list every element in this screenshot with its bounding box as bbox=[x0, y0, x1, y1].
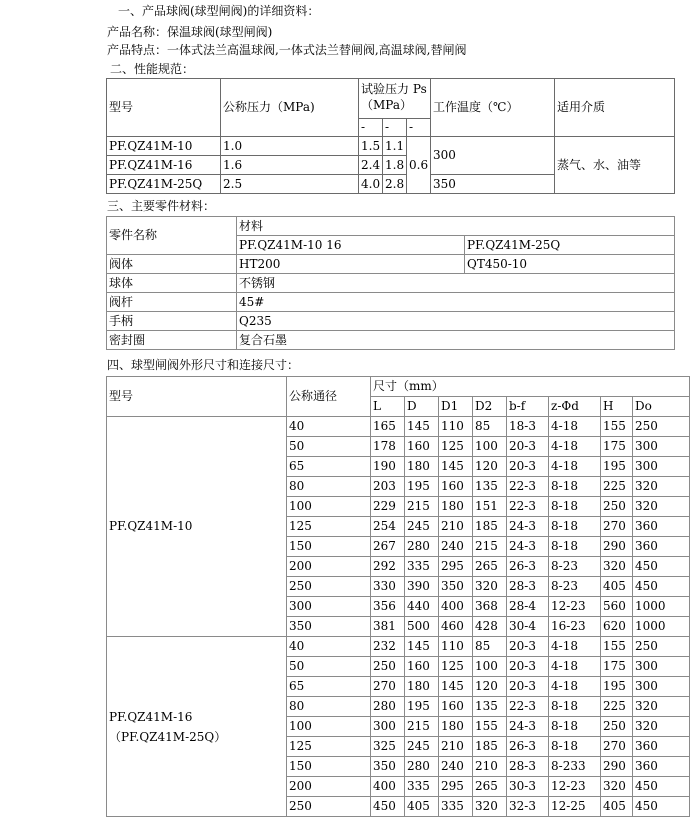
dimensions-cell: 405 bbox=[601, 577, 633, 597]
dimensions-cell: 245 bbox=[405, 737, 439, 757]
dimensions-cell: 110 bbox=[439, 417, 473, 437]
dimensions-cell: 267 bbox=[371, 537, 405, 557]
dimensions-table bbox=[106, 376, 690, 817]
dimensions-col-header: D1 bbox=[439, 397, 473, 417]
dimensions-cell: 320 bbox=[473, 797, 507, 817]
dimensions-cell: 240 bbox=[439, 757, 473, 777]
materials-part: 球体 bbox=[107, 274, 237, 293]
materials-col1: PF.QZ41M-10 16 bbox=[237, 236, 465, 255]
product-name-line: 产品名称：保温球阀(球型闸阀) bbox=[107, 25, 273, 39]
dimensions-cell: 210 bbox=[439, 737, 473, 757]
dimensions-cell: 225 bbox=[601, 477, 633, 497]
dimensions-cell: 335 bbox=[405, 777, 439, 797]
dimensions-cell: 292 bbox=[371, 557, 405, 577]
test-sub3: - bbox=[407, 119, 431, 137]
dimensions-cell: 8-233 bbox=[549, 757, 601, 777]
dimensions-cell: 30-4 bbox=[507, 617, 549, 637]
dimensions-cell: 195 bbox=[601, 457, 633, 477]
dimensions-model-line: PF.QZ41M-16 bbox=[109, 709, 193, 724]
dimensions-dn: 100 bbox=[287, 717, 371, 737]
dimensions-cell: 125 bbox=[439, 437, 473, 457]
dimensions-cell: 165 bbox=[371, 417, 405, 437]
dimensions-cell: 250 bbox=[633, 417, 690, 437]
dimensions-cell: 265 bbox=[473, 557, 507, 577]
spec-t1: 1.5 bbox=[359, 137, 383, 156]
dimensions-cell: 320 bbox=[473, 577, 507, 597]
dimensions-cell: 135 bbox=[473, 477, 507, 497]
dimensions-col-header: Do bbox=[633, 397, 690, 417]
dimensions-cell: 356 bbox=[371, 597, 405, 617]
dimensions-cell: 120 bbox=[473, 457, 507, 477]
dimensions-cell: 12-23 bbox=[549, 777, 601, 797]
dimensions-cell: 4-18 bbox=[549, 417, 601, 437]
dimensions-cell: 160 bbox=[405, 657, 439, 677]
spec-header-pressure: 公称压力（MPa) bbox=[221, 79, 359, 137]
dimensions-cell: 450 bbox=[633, 557, 690, 577]
dimensions-cell: 300 bbox=[633, 437, 690, 457]
spec-heading: 二、性能规范： bbox=[110, 62, 195, 76]
spec-medium-value: 蒸气、水、油等 bbox=[555, 137, 675, 194]
dimensions-cell: 215 bbox=[473, 537, 507, 557]
dimensions-cell: 8-18 bbox=[549, 717, 601, 737]
dimensions-cell: 295 bbox=[439, 557, 473, 577]
dimensions-dn: 300 bbox=[287, 597, 371, 617]
materials-header-part: 零件名称 bbox=[107, 217, 237, 255]
dimensions-cell: 232 bbox=[371, 637, 405, 657]
dimensions-cell: 12-23 bbox=[549, 597, 601, 617]
dimensions-cell: 300 bbox=[633, 657, 690, 677]
dimensions-cell: 155 bbox=[601, 417, 633, 437]
dimensions-cell: 100 bbox=[473, 437, 507, 457]
dimensions-model bbox=[107, 417, 287, 637]
dimensions-cell: 245 bbox=[405, 517, 439, 537]
dimensions-cell: 250 bbox=[371, 657, 405, 677]
dimensions-col-header: H bbox=[601, 397, 633, 417]
dimensions-dn: 80 bbox=[287, 697, 371, 717]
dimensions-cell: 368 bbox=[473, 597, 507, 617]
dimensions-cell: 210 bbox=[439, 517, 473, 537]
dimensions-col-header: b-f bbox=[507, 397, 549, 417]
dimensions-cell: 4-18 bbox=[549, 457, 601, 477]
spec-t2: 1.8 bbox=[383, 156, 407, 175]
dimensions-cell: 450 bbox=[371, 797, 405, 817]
dimensions-cell: 360 bbox=[633, 757, 690, 777]
dimensions-dn: 40 bbox=[287, 417, 371, 437]
dimensions-cell: 290 bbox=[601, 757, 633, 777]
materials-value: 45# bbox=[237, 293, 675, 312]
dimensions-dn: 50 bbox=[287, 657, 371, 677]
dimensions-cell: 280 bbox=[405, 757, 439, 777]
dimensions-dn: 125 bbox=[287, 737, 371, 757]
dimensions-cell: 145 bbox=[405, 637, 439, 657]
dimensions-col-header: z-Φd bbox=[549, 397, 601, 417]
test-pressure-line1: 试验压力 Ps bbox=[361, 82, 427, 96]
dimensions-cell: 8-18 bbox=[549, 517, 601, 537]
dimensions-cell: 180 bbox=[405, 677, 439, 697]
dimensions-cell: 4-18 bbox=[549, 437, 601, 457]
test-sub2: - bbox=[383, 119, 407, 137]
dimensions-dn: 65 bbox=[287, 677, 371, 697]
dimensions-cell: 320 bbox=[633, 717, 690, 737]
dimensions-cell: 8-18 bbox=[549, 737, 601, 757]
dimensions-cell: 254 bbox=[371, 517, 405, 537]
dimensions-cell: 24-3 bbox=[507, 537, 549, 557]
dimensions-cell: 320 bbox=[601, 557, 633, 577]
dimensions-dn: 150 bbox=[287, 537, 371, 557]
dimensions-cell: 145 bbox=[439, 457, 473, 477]
dimensions-cell: 8-23 bbox=[549, 557, 601, 577]
dimensions-cell: 330 bbox=[371, 577, 405, 597]
dimensions-cell: 320 bbox=[633, 497, 690, 517]
dimensions-cell: 350 bbox=[439, 577, 473, 597]
materials-heading: 三、主要零件材料： bbox=[107, 199, 216, 213]
dimensions-cell: 30-3 bbox=[507, 777, 549, 797]
dimensions-cell: 18-3 bbox=[507, 417, 549, 437]
dimensions-cell: 85 bbox=[473, 637, 507, 657]
dimensions-cell: 178 bbox=[371, 437, 405, 457]
materials-value: 不锈钢 bbox=[237, 274, 675, 293]
spec-t1: 2.4 bbox=[359, 156, 383, 175]
spec-pn: 2.5 bbox=[221, 175, 359, 194]
spec-temp-a: 300 bbox=[431, 137, 555, 175]
dimensions-cell: 4-18 bbox=[549, 677, 601, 697]
spec-model: PF.QZ41M-10 bbox=[107, 137, 221, 156]
dimensions-cell: 180 bbox=[439, 497, 473, 517]
dimensions-cell: 125 bbox=[439, 657, 473, 677]
dimensions-cell: 190 bbox=[371, 457, 405, 477]
dimensions-cell: 450 bbox=[633, 797, 690, 817]
dimensions-cell: 215 bbox=[405, 497, 439, 517]
materials-col2: PF.QZ41M-25Q bbox=[465, 236, 675, 255]
dimensions-cell: 240 bbox=[439, 537, 473, 557]
dimensions-cell: 320 bbox=[633, 697, 690, 717]
dimensions-header-model: 型号 bbox=[107, 377, 287, 417]
dimensions-cell: 155 bbox=[601, 637, 633, 657]
dimensions-cell: 110 bbox=[439, 637, 473, 657]
dimensions-cell: 360 bbox=[633, 737, 690, 757]
dimensions-cell: 28-3 bbox=[507, 757, 549, 777]
dimensions-cell: 229 bbox=[371, 497, 405, 517]
spec-pn: 1.0 bbox=[221, 137, 359, 156]
dimensions-cell: 280 bbox=[371, 697, 405, 717]
dimensions-cell: 195 bbox=[405, 477, 439, 497]
dimensions-cell: 300 bbox=[633, 677, 690, 697]
dimensions-cell: 8-23 bbox=[549, 577, 601, 597]
dimensions-cell: 405 bbox=[601, 797, 633, 817]
dimensions-cell: 4-18 bbox=[549, 637, 601, 657]
dimensions-cell: 28-3 bbox=[507, 577, 549, 597]
materials-part: 手柄 bbox=[107, 312, 237, 331]
dimensions-cell: 160 bbox=[439, 477, 473, 497]
dimensions-cell: 450 bbox=[633, 777, 690, 797]
dimensions-cell: 24-3 bbox=[507, 517, 549, 537]
dimensions-col-header: L bbox=[371, 397, 405, 417]
dimensions-cell: 400 bbox=[439, 597, 473, 617]
dimensions-cell: 12-25 bbox=[549, 797, 601, 817]
dimensions-dn: 250 bbox=[287, 577, 371, 597]
dimensions-cell: 250 bbox=[601, 497, 633, 517]
dimensions-cell: 160 bbox=[439, 697, 473, 717]
dimensions-cell: 1000 bbox=[633, 617, 690, 637]
dimensions-row bbox=[107, 417, 690, 437]
dimensions-cell: 135 bbox=[473, 697, 507, 717]
dimensions-cell: 4-18 bbox=[549, 657, 601, 677]
spec-header-medium: 适用介质 bbox=[555, 79, 675, 137]
dimensions-cell: 325 bbox=[371, 737, 405, 757]
dimensions-cell: 8-18 bbox=[549, 537, 601, 557]
dimensions-cell: 155 bbox=[473, 717, 507, 737]
dimensions-cell: 180 bbox=[439, 717, 473, 737]
dimensions-cell: 16-23 bbox=[549, 617, 601, 637]
dimensions-dn: 350 bbox=[287, 617, 371, 637]
materials-part: 阀杆 bbox=[107, 293, 237, 312]
dimensions-cell: 300 bbox=[633, 457, 690, 477]
dimensions-dn: 150 bbox=[287, 757, 371, 777]
dimensions-heading: 四、球型闸阀外形尺寸和连接尺寸： bbox=[107, 358, 300, 372]
dimensions-cell: 265 bbox=[473, 777, 507, 797]
dimensions-cell: 26-3 bbox=[507, 737, 549, 757]
dimensions-cell: 300 bbox=[371, 717, 405, 737]
dimensions-cell: 185 bbox=[473, 517, 507, 537]
dimensions-cell: 270 bbox=[601, 517, 633, 537]
dimensions-cell: 160 bbox=[405, 437, 439, 457]
dimensions-cell: 560 bbox=[601, 597, 633, 617]
dimensions-cell: 8-18 bbox=[549, 697, 601, 717]
dimensions-cell: 203 bbox=[371, 477, 405, 497]
dimensions-cell: 335 bbox=[439, 797, 473, 817]
dimensions-cell: 20-3 bbox=[507, 657, 549, 677]
dimensions-cell: 100 bbox=[473, 657, 507, 677]
test-sub1: - bbox=[359, 119, 383, 137]
dimensions-cell: 8-18 bbox=[549, 477, 601, 497]
dimensions-cell: 250 bbox=[601, 717, 633, 737]
dimensions-cell: 381 bbox=[371, 617, 405, 637]
dimensions-cell: 8-18 bbox=[549, 497, 601, 517]
dimensions-dn: 40 bbox=[287, 637, 371, 657]
dimensions-cell: 295 bbox=[439, 777, 473, 797]
dimensions-cell: 225 bbox=[601, 697, 633, 717]
dimensions-col-header: D2 bbox=[473, 397, 507, 417]
dimensions-cell: 20-3 bbox=[507, 437, 549, 457]
dimensions-cell: 20-3 bbox=[507, 637, 549, 657]
dimensions-model-line: （PF.QZ41M-25Q） bbox=[109, 729, 227, 744]
materials-part: 阀体 bbox=[107, 255, 237, 274]
spec-t1: 4.0 bbox=[359, 175, 383, 194]
dimensions-cell: 620 bbox=[601, 617, 633, 637]
dimensions-cell: 175 bbox=[601, 437, 633, 457]
dimensions-dn: 200 bbox=[287, 557, 371, 577]
dimensions-cell: 22-3 bbox=[507, 697, 549, 717]
dimensions-cell: 320 bbox=[601, 777, 633, 797]
materials-table bbox=[106, 216, 675, 350]
dimensions-cell: 500 bbox=[405, 617, 439, 637]
dimensions-cell: 85 bbox=[473, 417, 507, 437]
dimensions-dn: 200 bbox=[287, 777, 371, 797]
dimensions-cell: 20-3 bbox=[507, 457, 549, 477]
dimensions-model bbox=[107, 637, 287, 817]
spec-pn: 1.6 bbox=[221, 156, 359, 175]
dimensions-cell: 270 bbox=[371, 677, 405, 697]
dimensions-cell: 290 bbox=[601, 537, 633, 557]
product-feature-line: 产品特点：一体式法兰高温球阀,一体式法兰替闸阀,高温球阀,替闸阀 bbox=[107, 43, 467, 57]
dimensions-cell: 390 bbox=[405, 577, 439, 597]
dimensions-cell: 151 bbox=[473, 497, 507, 517]
dimensions-cell: 120 bbox=[473, 677, 507, 697]
spec-t2: 2.8 bbox=[383, 175, 407, 194]
dimensions-cell: 215 bbox=[405, 717, 439, 737]
materials-value: HT200 bbox=[237, 255, 465, 274]
dimensions-cell: 1000 bbox=[633, 597, 690, 617]
dimensions-dn: 80 bbox=[287, 477, 371, 497]
dimensions-cell: 24-3 bbox=[507, 717, 549, 737]
dimensions-cell: 360 bbox=[633, 537, 690, 557]
dimensions-dn: 50 bbox=[287, 437, 371, 457]
dimensions-cell: 320 bbox=[633, 477, 690, 497]
dimensions-cell: 22-3 bbox=[507, 477, 549, 497]
dimensions-cell: 440 bbox=[405, 597, 439, 617]
dimensions-model-line: PF.QZ41M-10 bbox=[109, 519, 193, 533]
dimensions-cell: 400 bbox=[371, 777, 405, 797]
materials-header-material: 材料 bbox=[237, 217, 675, 236]
dimensions-cell: 180 bbox=[405, 457, 439, 477]
spec-header-model: 型号 bbox=[107, 79, 221, 137]
dimensions-cell: 185 bbox=[473, 737, 507, 757]
intro-heading: 一、产品球阀(球型闸阀)的详细资料： bbox=[118, 4, 320, 18]
dimensions-cell: 280 bbox=[405, 537, 439, 557]
dimensions-cell: 270 bbox=[601, 737, 633, 757]
dimensions-dn: 125 bbox=[287, 517, 371, 537]
dimensions-cell: 32-3 bbox=[507, 797, 549, 817]
dimensions-col-header: D bbox=[405, 397, 439, 417]
dimensions-dn: 250 bbox=[287, 797, 371, 817]
materials-value: Q235 bbox=[237, 312, 675, 331]
dimensions-row bbox=[107, 637, 690, 657]
dimensions-cell: 250 bbox=[633, 637, 690, 657]
spec-header-test-pressure bbox=[359, 79, 431, 119]
dimensions-cell: 460 bbox=[439, 617, 473, 637]
test-pressure-line2: （MPa） bbox=[361, 98, 412, 112]
dimensions-dn: 65 bbox=[287, 457, 371, 477]
dimensions-cell: 450 bbox=[633, 577, 690, 597]
dimensions-cell: 20-3 bbox=[507, 677, 549, 697]
dimensions-header-size: 尺寸（mm） bbox=[371, 377, 690, 397]
spec-t2: 1.1 bbox=[383, 137, 407, 156]
dimensions-cell: 335 bbox=[405, 557, 439, 577]
spec-header-temperature: 工作温度（℃） bbox=[431, 79, 555, 137]
dimensions-cell: 428 bbox=[473, 617, 507, 637]
spec-t3-shared: 0.6 bbox=[407, 137, 431, 194]
materials-part: 密封圈 bbox=[107, 331, 237, 350]
dimensions-cell: 145 bbox=[405, 417, 439, 437]
dimensions-cell: 175 bbox=[601, 657, 633, 677]
spec-model: PF.QZ41M-25Q bbox=[107, 175, 221, 194]
dimensions-cell: 210 bbox=[473, 757, 507, 777]
dimensions-cell: 26-3 bbox=[507, 557, 549, 577]
dimensions-cell: 405 bbox=[405, 797, 439, 817]
dimensions-cell: 195 bbox=[601, 677, 633, 697]
dimensions-cell: 145 bbox=[439, 677, 473, 697]
materials-value: 复合石墨 bbox=[237, 331, 675, 350]
dimensions-cell: 28-4 bbox=[507, 597, 549, 617]
materials-value: QT450-10 bbox=[465, 255, 675, 274]
dimensions-cell: 350 bbox=[371, 757, 405, 777]
performance-spec-table bbox=[106, 78, 675, 194]
spec-model: PF.QZ41M-16 bbox=[107, 156, 221, 175]
dimensions-cell: 22-3 bbox=[507, 497, 549, 517]
dimensions-dn: 100 bbox=[287, 497, 371, 517]
dimensions-header-dn: 公称通径 bbox=[287, 377, 371, 417]
spec-temp-b: 350 bbox=[431, 175, 555, 194]
dimensions-cell: 360 bbox=[633, 517, 690, 537]
dimensions-cell: 195 bbox=[405, 697, 439, 717]
